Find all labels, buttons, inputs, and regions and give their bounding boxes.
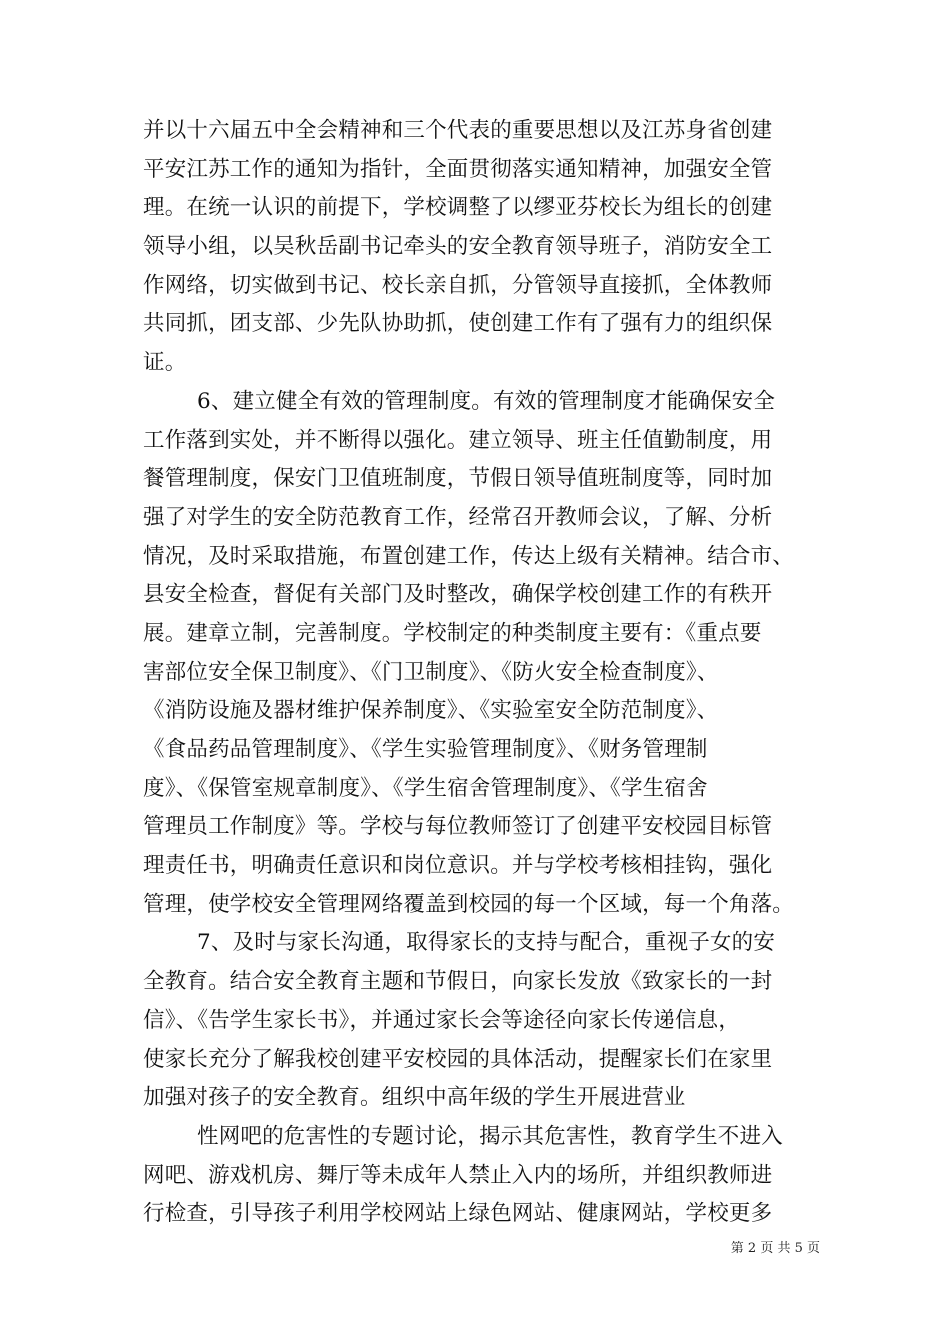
text-line: 平安江苏工作的通知为指针，全面贯彻落实通知精神，加强安全管 bbox=[143, 156, 773, 182]
text-line: 理责任书，明确责任意识和岗位意识。并与学校考核相挂钩，强化 bbox=[143, 853, 773, 879]
text-line: 餐管理制度，保安门卫值班制度，节假日领导值班制度等，同时加 bbox=[143, 466, 773, 492]
text-line: 加强对孩子的安全教育。组织中高年级的学生开展进营业 bbox=[143, 1085, 686, 1111]
text-line: 《消防设施及器材维护保养制度》、《实验室安全防范制度》、 bbox=[143, 698, 719, 724]
text-line: 理。在统一认识的前提下，学校调整了以缪亚芬校长为组长的创建 bbox=[143, 195, 773, 221]
text-line: 工作落到实处，并不断得以强化。建立领导、班主任值勤制度，用 bbox=[143, 427, 773, 453]
text-line: 强了对学生的安全防范教育工作，经常召开教师会议，了解、分析 bbox=[143, 504, 773, 530]
text-line: 管理员工作制度》等。学校与每位教师签订了创建平安校园目标管 bbox=[143, 814, 773, 840]
text-line: 网吧、游戏机房、舞厅等未成年人禁止入内的场所，并组织教师进 bbox=[143, 1162, 773, 1188]
text-line: 管理，使学校安全管理网络覆盖到校园的每一个区域，每一个角落。 bbox=[143, 891, 795, 917]
text-line: 度》、《保管室规章制度》、《学生宿舍管理制度》、《学生宿舍 bbox=[143, 775, 708, 801]
text-line: 作网络，切实做到书记、校长亲自抓，分管领导直接抓，全体教师 bbox=[143, 272, 773, 298]
text-line: 害部位安全保卫制度》、《门卫制度》、《防火安全检查制度》、 bbox=[143, 659, 719, 685]
text-line: 信》、《告学生家长书》，并通过家长会等途径向家长传递信息， bbox=[143, 1007, 741, 1033]
body-text bbox=[143, 112, 823, 1234]
text-line: 情况，及时采取措施，布置创建工作，传达上级有关精神。结合市、 bbox=[143, 543, 795, 569]
text-line: 性网吧的危害性的专题讨论，揭示其危害性，教育学生不进入 bbox=[197, 1123, 783, 1149]
page-number: 第 2 页 共 5 页 bbox=[730, 1241, 820, 1256]
text-line: 全教育。结合安全教育主题和节假日，向家长发放《致家长的一封 bbox=[143, 969, 773, 995]
text-line: 使家长充分了解我校创建平安校园的具体活动，提醒家长们在家里 bbox=[143, 1046, 773, 1072]
text-line: 县安全检查，督促有关部门及时整改，确保学校创建工作的有秩开 bbox=[143, 582, 773, 608]
text-line: 并以十六届五中全会精神和三个代表的重要思想以及江苏身省创建 bbox=[143, 118, 773, 143]
text-line: 领导小组，以吴秋岳副书记牵头的安全教育领导班子，消防安全工 bbox=[143, 234, 773, 260]
text-line: 《食品药品管理制度》、《学生实验管理制度》、《财务管理制 bbox=[143, 737, 708, 762]
text-line: 行检查，引导孩子利用学校网站上绿色网站、健康网站，学校更多 bbox=[143, 1201, 773, 1227]
text-line: 共同抓，团支部、少先队协助抓，使创建工作有了强有力的组织保 bbox=[143, 311, 773, 337]
text-line: 证。 bbox=[143, 350, 187, 376]
text-line: 6、建立健全有效的管理制度。有效的管理制度才能确保安全 bbox=[197, 388, 776, 414]
text-line: 7、及时与家长沟通，取得家长的支持与配合，重视子女的安 bbox=[197, 930, 776, 956]
text-line: 展。建章立制，完善制度。学校制定的种类制度主要有：《重点要 bbox=[143, 620, 762, 646]
